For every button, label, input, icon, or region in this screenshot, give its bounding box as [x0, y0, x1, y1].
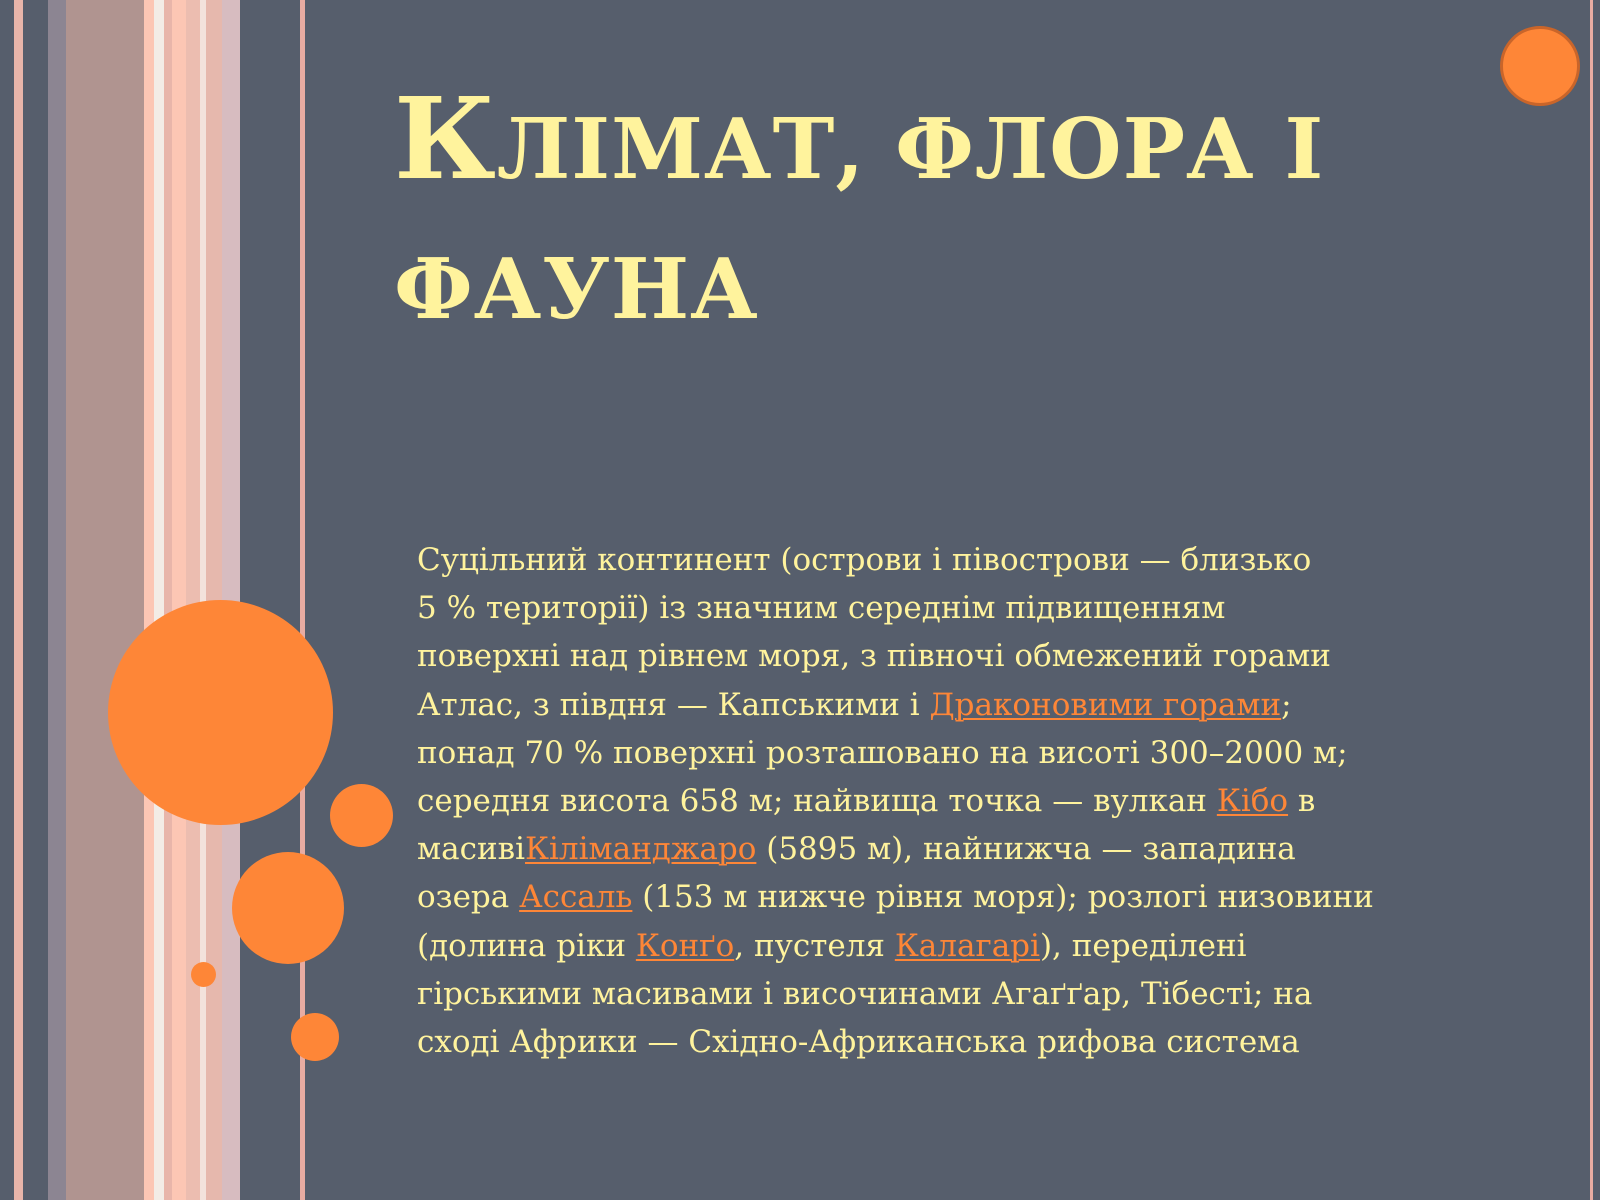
- decor-circle-small: [191, 962, 216, 987]
- stripe: [14, 0, 23, 1200]
- body-line: [417, 873, 1567, 921]
- body-line: [417, 681, 1567, 729]
- decor-circle-medium: [232, 852, 344, 964]
- decor-circle-large: [108, 600, 333, 825]
- body-line: Суцільний континент (острови і півострови — близько: [417, 542, 1312, 578]
- body-line: [417, 922, 1567, 970]
- body-line: [417, 825, 1567, 873]
- link-congo[interactable]: Конґо: [635, 927, 735, 964]
- stripe: [154, 0, 164, 1200]
- stripe: [172, 0, 186, 1200]
- body-text: Атлас, з півдня — Капськими і: [417, 686, 930, 723]
- body-text: масиві: [417, 831, 525, 868]
- link-kibo[interactable]: Кібо: [1216, 783, 1289, 820]
- title-line-1: [394, 70, 1514, 219]
- link-assal[interactable]: Ассаль: [519, 879, 633, 916]
- body-line: поверхні над рівнем моря, з півночі обмежений горами: [417, 638, 1331, 675]
- body-text: (5895 м), найнижча — западина: [756, 831, 1296, 868]
- title-text: ЛІМАТ, ФЛОРА І: [496, 100, 1325, 198]
- body-text: (долина ріки: [417, 927, 636, 964]
- body-text: озера: [417, 879, 520, 916]
- body-line: 5 % території) із значним середнім підвищенням: [417, 590, 1226, 627]
- body-line: сході Африки — Східно-Африканська рифова система: [417, 1024, 1300, 1061]
- stripe: [144, 0, 154, 1200]
- body-line: [417, 777, 1567, 825]
- link-kalahari[interactable]: Калагарі: [894, 927, 1040, 964]
- body-text: ), переділені: [1039, 927, 1247, 964]
- link-kilimanjaro[interactable]: Кіліманджаро: [525, 831, 757, 868]
- stripe: [164, 0, 172, 1200]
- decor-circle-medium: [330, 784, 393, 847]
- body-line: понад 70 % поверхні розташовано на висоті 300–2000 м;: [417, 734, 1348, 771]
- body-line: гірськими масивами і височинами Агаґґар, Тібесті; на: [417, 975, 1313, 1012]
- body-text: , пустеля: [734, 927, 895, 964]
- title-initial: К: [394, 74, 497, 205]
- stripe: [48, 0, 66, 1200]
- body-text: (153 м нижче рівня моря); розлогі низовини: [632, 879, 1374, 916]
- stripe: [66, 0, 144, 1200]
- title-line-2: ФАУНА: [394, 240, 759, 338]
- body-text: в: [1288, 783, 1316, 820]
- link-drakensberg[interactable]: Драконовими горами: [929, 686, 1282, 723]
- decor-circle-small: [291, 1013, 339, 1061]
- body-text: ;: [1281, 686, 1292, 723]
- slide-title: [394, 70, 1514, 359]
- stripe: [1590, 0, 1593, 1200]
- slide-body: [417, 536, 1567, 1066]
- body-text: середня висота 658 м; найвища точка — вулкан: [417, 783, 1217, 820]
- stripe: [186, 0, 200, 1200]
